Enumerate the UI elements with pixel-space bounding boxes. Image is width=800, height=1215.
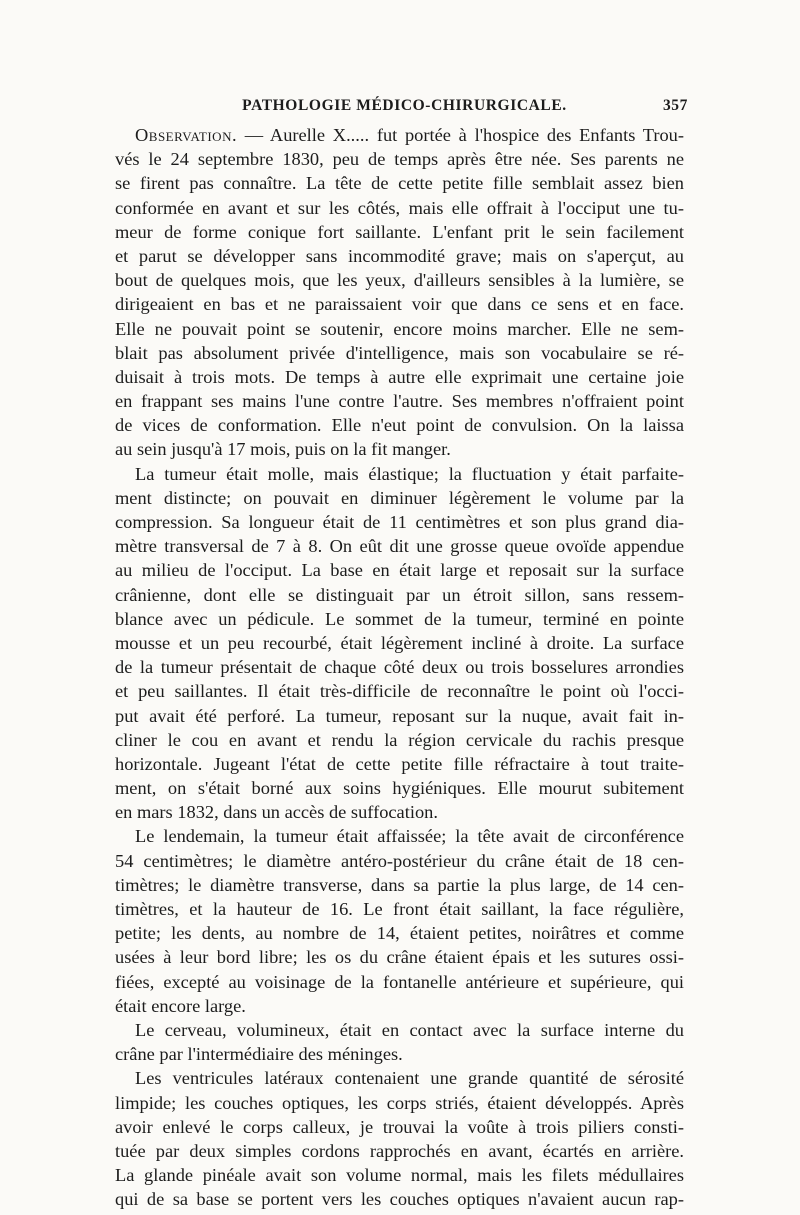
text-line: au sein jusqu'à 17 mois, puis on la fit manger.: [115, 439, 451, 460]
text-line: meur de forme conique fort saillante. L'enfant prit le sein facilement: [115, 221, 684, 242]
text-line: conformée en avant et sur les côtés, mais elle offrait à l'occiput une tu-: [115, 197, 684, 218]
text-line: Le cerveau, volumineux, était en contact avec la surface interne du: [135, 1019, 684, 1040]
text-line: qui de sa base se portent vers les couches optiques n'avaient aucun rap-: [115, 1189, 684, 1210]
running-title: PATHOLOGIE MÉDICO-CHIRURGICALE.: [242, 97, 567, 114]
text-line: ment distincte; on pouvait en diminuer légèrement le volume par la: [115, 487, 684, 508]
text-line: Les ventricules latéraux contenaient une grande quantité de sérosité: [135, 1068, 684, 1089]
text-line: duisait à trois mots. De temps à autre elle exprimait une certaine joie: [115, 366, 684, 387]
text-line: avoir enlevé le corps calleux, je trouvai la voûte à trois piliers consti-: [115, 1116, 684, 1137]
text-line: et peu saillantes. Il était très-difficile de reconnaître le point où l'occi-: [115, 681, 684, 702]
running-header: [106, 97, 688, 121]
text-line: de la tumeur présentait de chaque côté deux ou trois bosselures arrondies: [115, 657, 684, 678]
text-line: 54 centimètres; le diamètre antéro-postérieur du crâne était de 18 cen-: [115, 850, 684, 871]
text-line: Elle ne pouvait point se soutenir, encore moins marcher. Elle ne sem-: [115, 318, 684, 339]
paragraph-tumor: [115, 462, 684, 825]
text-line: Le lendemain, la tumeur était affaissée; la tête avait de circonférence: [135, 826, 684, 847]
text-line: dirigeaient en bas et ne paraissaient voir que dans ce sens et en face.: [115, 294, 684, 315]
text-line: blait pas absolument privée d'intelligence, mais son vocabulaire se ré-: [115, 342, 684, 363]
text-line: vés le 24 septembre 1830, peu de temps après être née. Ses parents ne: [115, 149, 684, 170]
text-line: de vices de conformation. Elle n'eut point de convulsion. On la laissa: [115, 415, 684, 436]
text-line: La glande pinéale avait son volume normal, mais les filets médullaires: [115, 1165, 684, 1186]
text-line: cliner le cou en avant et rendu la région cervicale du rachis presque: [115, 729, 684, 750]
text-line: usées à leur bord libre; les os du crâne étaient épais et les sutures ossi-: [115, 947, 684, 968]
text-line: timètres, et la hauteur de 16. Le front était saillant, la face régulière,: [115, 899, 684, 919]
text-line: crânienne, dont elle se distinguait par un étroit sillon, sans ressem-: [115, 584, 684, 605]
text-line: crâne par l'intermédiaire des méninges.: [115, 1044, 403, 1065]
text-line: ment, on s'était borné aux soins hygiéniques. Elle mourut subitement: [115, 778, 684, 799]
paragraph-ventricles: [115, 1066, 684, 1211]
text-line: était encore large.: [115, 995, 246, 1016]
text-line: put avait été perforé. La tumeur, reposant sur la nuque, avait fait in-: [115, 705, 684, 726]
text-line: blance avec un pédicule. Le sommet de la tumeur, terminé en pointe: [115, 608, 684, 629]
observation-label: Observation.: [135, 125, 238, 145]
text-line: La tumeur était molle, mais élastique; la fluctuation y était parfaite-: [135, 463, 684, 484]
text-line: horizontale. Jugeant l'état de cette petite fille réfractaire à tout traite-: [115, 753, 684, 774]
text-line: fiées, excepté au voisinage de la fontanelle antérieure et supérieure, qui: [115, 971, 684, 992]
paragraph-observation: [115, 123, 684, 462]
text-line: bout de quelques mois, que les yeux, d'ailleurs sensibles à la lumière, se: [115, 270, 684, 291]
paragraph-autopsy: [115, 824, 684, 1018]
text-line: tuée par deux simples cordons rapprochés en avant, écartés en arrière.: [115, 1140, 684, 1161]
text-line: se firent pas connaître. La tête de cette petite fille semblait assez bien: [115, 173, 684, 194]
text-line: limpide; les couches optiques, les corps striés, étaient développés. Après: [115, 1092, 684, 1113]
page-body: [115, 123, 684, 1211]
text-line: compression. Sa longueur était de 11 centimètres et son plus grand dia-: [115, 512, 684, 532]
text-line: mètre transversal de 7 à 8. On eût dit une grosse queue ovoïde appendue: [115, 536, 684, 557]
text-line: en frappant ses mains l'une contre l'autre. Ses membres n'offraient point: [115, 391, 684, 412]
text-line: Observation. — Aurelle X..... fut portée à l'hospice des Enfants Trou-: [135, 125, 684, 145]
text-line: mousse et un peu recourbé, était légèrement incliné à droite. La surface: [115, 632, 684, 653]
text-line: et parut se développer sans incommodité grave; mais on s'aperçut, au: [115, 245, 684, 266]
text-line: au milieu de l'occiput. La base en était large et reposait sur la surface: [115, 560, 684, 581]
text-line: petite; les dents, au nombre de 14, étaient petites, noirâtres et comme: [115, 923, 684, 944]
text-line: timètres; le diamètre transverse, dans sa partie la plus large, de 14 cen-: [115, 874, 684, 895]
text-line: en mars 1832, dans un accès de suffocation.: [115, 802, 438, 823]
page-number: 357: [662, 97, 688, 114]
paragraph-brain: [115, 1018, 684, 1066]
